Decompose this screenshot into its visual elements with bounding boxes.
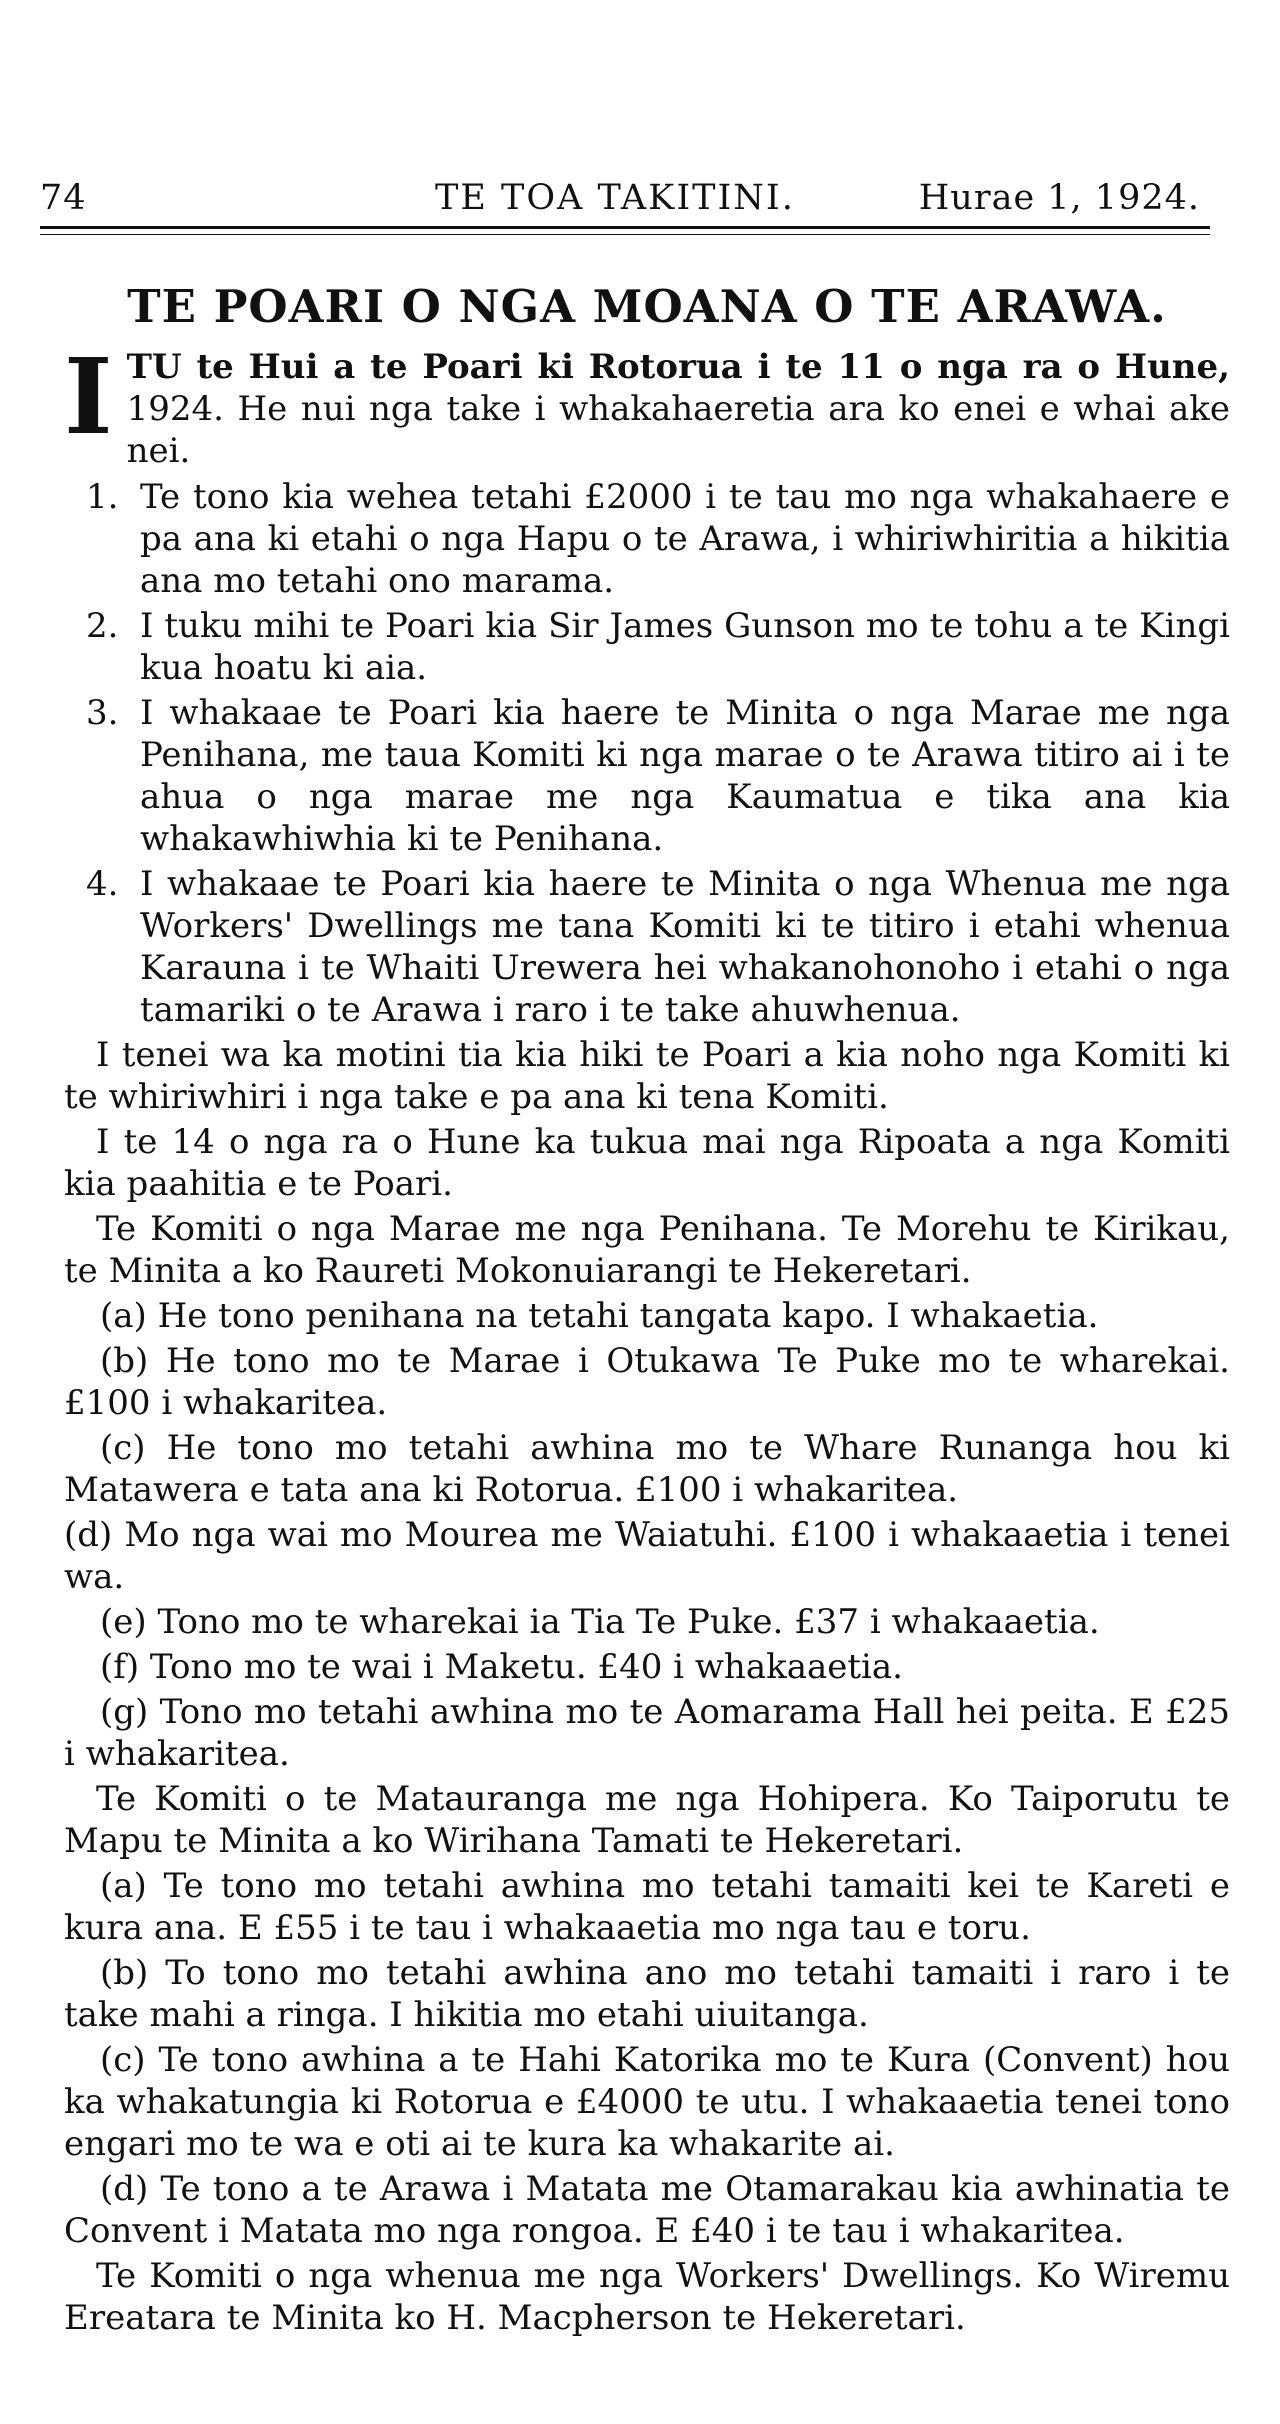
sub-item: (d) Mo nga wai mo Mourea me Waiatuhi. £100 i whakaaetia i tenei wa. xyxy=(64,1515,1230,1597)
numbered-item xyxy=(64,692,1230,860)
opening-paragraph xyxy=(64,335,1230,472)
header-rule-thin xyxy=(40,234,1210,235)
sub-item: (b) To tono mo tetahi awhina ano mo tetahi tamaiti i raro i te take mahi a ringa. I hikitia mo etahi uiuitanga. xyxy=(64,1953,1230,2035)
item-text: I tuku mihi te Poari kia Sir James Gunson mo te tohu a te Kingi kua hoatu ki aia. xyxy=(140,606,1230,688)
committee-paragraph: Te Komiti o nga whenua me nga Workers' Dwellings. Ko Wiremu Ereatara te Minita ko H. Macpherson te Hekeretari. xyxy=(64,2256,1230,2338)
opening-text-continued: 1924. He nui nga take i whakahaeretia ara ko enei e whai ake nei. xyxy=(126,389,1230,471)
numbered-item xyxy=(64,605,1230,689)
journal-title: TE TOA TAKITINI. xyxy=(435,178,795,218)
sub-item: (c) He tono mo tetahi awhina mo te Whare Runanga hou ki Matawera e tata ana ki Rotorua. £100 i whakaritea. xyxy=(64,1428,1230,1510)
sub-item: (d) Te tono a te Arawa i Matata me Otamarakau kia awhinatia te Convent i Matata mo nga rongoa. E £40 i te tau i whakaritea. xyxy=(64,2169,1230,2251)
item-text: I whakaae te Poari kia haere te Minita o nga Marae me nga Penihana, me taua Komiti ki nga marae o te Arawa titiro ai i te ahua o nga marae me nga Kaumatua e tika ana kia whakawhiwhia ki te Penihana. xyxy=(140,693,1230,859)
paragraph: I tenei wa ka motini tia kia hiki te Poari a kia noho nga Komiti ki te whiriwhiri i nga take e pa ana ki tena Komiti. xyxy=(64,1035,1230,1117)
sub-item: (e) Tono mo te wharekai ia Tia Te Puke. £37 i whakaaetia. xyxy=(100,1602,1100,1642)
item-number: 2. xyxy=(86,606,119,646)
sub-item: (a) He tono penihana na tetahi tangata kapo. I whakaetia. xyxy=(100,1296,1099,1336)
sub-item: (c) Te tono awhina a te Hahi Katorika mo te Kura (Convent) hou ka whakatungia ki Rotorua e £4000 te utu. I whakaaetia tenei tono engari mo te wa e oti ai te kura ka whakarite ai. xyxy=(64,2040,1230,2164)
committee-paragraph: Te Komiti o te Matauranga me nga Hohipera. Ko Taiporutu te Mapu te Minita a ko Wirihana Tamati te Hekeretari. xyxy=(64,1779,1230,1861)
sub-item: (f) Tono mo te wai i Maketu. £40 i whakaaetia. xyxy=(100,1647,903,1687)
paragraph: I te 14 o nga ra o Hune ka tukua mai nga Ripoata a nga Komiti kia paahitia e te Poari. xyxy=(64,1122,1230,1204)
article-headline: TE POARI O NGA MOANA O TE ARAWA. xyxy=(127,280,1167,333)
numbered-item xyxy=(64,863,1230,1031)
committee-paragraph: Te Komiti o nga Marae me nga Penihana. Te Morehu te Kirikau, te Minita a ko Raureti Mokonuiarangi te Hekeretari. xyxy=(64,1209,1230,1291)
item-text: I whakaae te Poari kia haere te Minita o nga Whenua me nga Workers' Dwellings me tana Komiti ki te titiro i etahi whenua Karauna i te Whaiti Urewera hei whakanohonoho i etahi o nga tamariki o te Arawa i raro i te take ahuwhenua. xyxy=(140,864,1230,1030)
page-number: 74 xyxy=(40,178,87,218)
header-rule-thick xyxy=(40,226,1210,229)
issue-date: Hurae 1, 1924. xyxy=(918,178,1200,218)
sub-item: (g) Tono mo tetahi awhina mo te Aomarama Hall hei peita. E £25 i whakaritea. xyxy=(64,1692,1230,1774)
item-number: 3. xyxy=(86,693,119,733)
drop-cap: I xyxy=(64,335,113,458)
item-number: 1. xyxy=(86,477,119,517)
opening-text-bold: TU te Hui a te Poari ki Rotorua i te 11 o nga ra o Hune, xyxy=(126,347,1230,387)
running-header xyxy=(40,178,1200,226)
numbered-item xyxy=(64,476,1230,602)
article-body xyxy=(64,280,1230,2342)
item-number: 4. xyxy=(86,864,119,904)
item-text: Te tono kia wehea tetahi £2000 i te tau mo nga whakahaere e pa ana ki etahi o nga Hapu o te Arawa, i whiriwhiritia a hikitia ana mo tetahi ono marama. xyxy=(140,477,1230,601)
sub-item: (b) He tono mo te Marae i Otukawa Te Puke mo te wharekai. £100 i whakaritea. xyxy=(64,1341,1230,1423)
sub-item: (a) Te tono mo tetahi awhina mo tetahi tamaiti kei te Kareti e kura ana. E £55 i te tau i whakaaetia mo nga tau e toru. xyxy=(64,1866,1230,1948)
